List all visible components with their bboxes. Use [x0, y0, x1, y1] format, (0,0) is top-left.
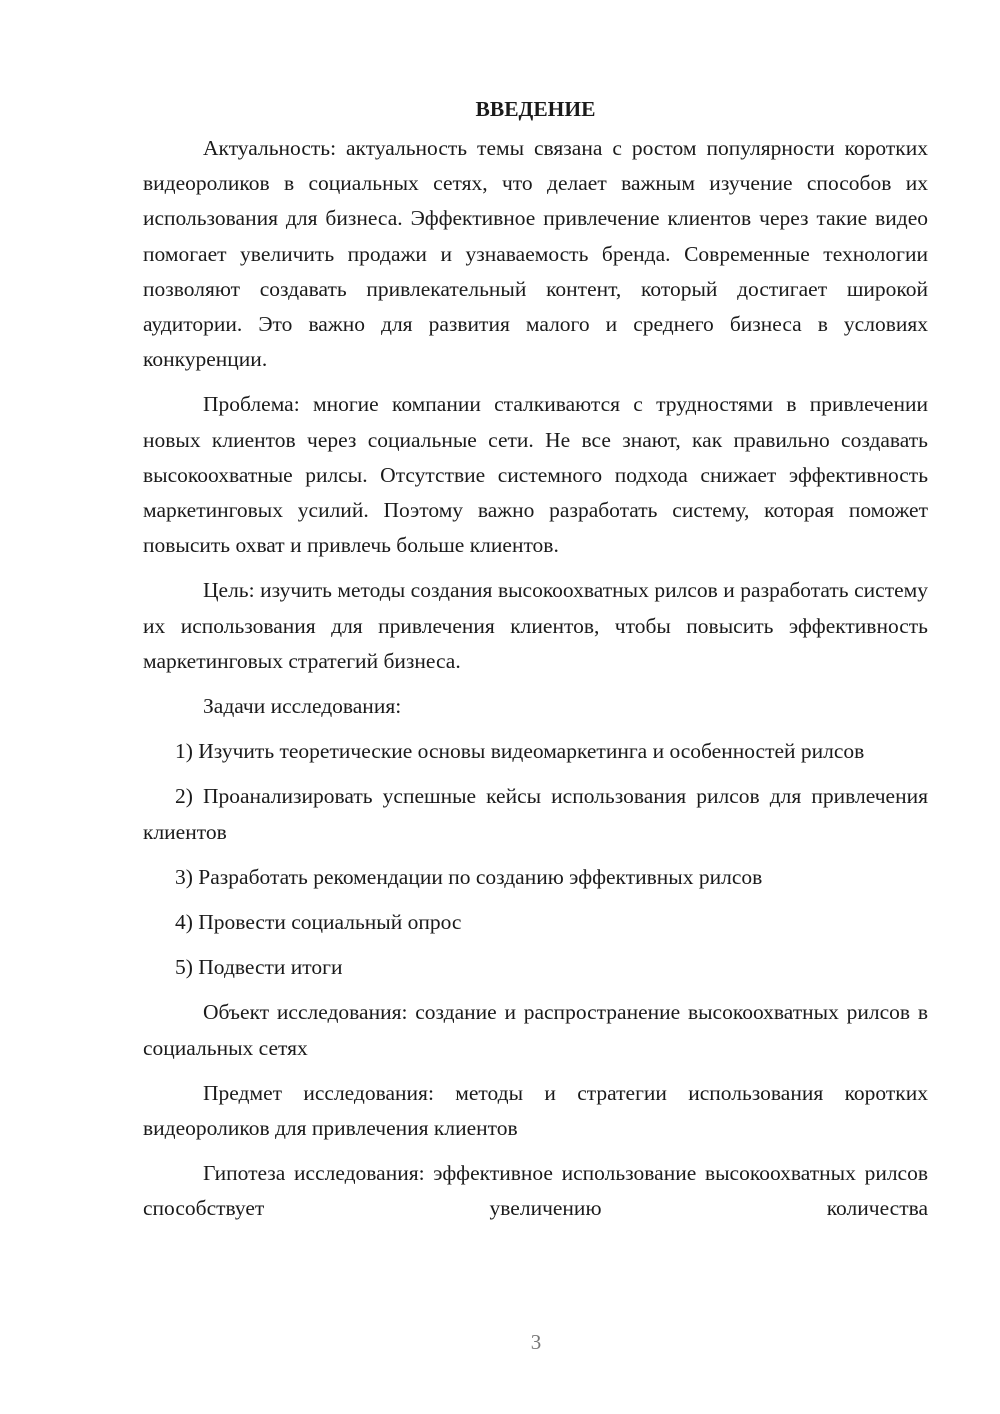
task-item-5: 5) Подвести итоги [175, 955, 343, 980]
page-number: 3 [530, 1330, 542, 1354]
task-item-3: 3) Разработать рекомендации по созданию эффективных рилсов [175, 864, 763, 889]
task-item-4: 4) Провести социальный опрос [175, 910, 462, 935]
paragraph-object: Объект исследования: создание и распространение высокоохватных рилсов в социальных сетях [143, 1000, 928, 1060]
paragraph-hypothesis: Гипотеза исследования: эффективное использование высокоохватных рилсов способствует увеличению количества [143, 1161, 928, 1221]
paragraph-goal: Цель: изучить методы создания высокоохватных рилсов и разработать систему их использования для привлечения клиентов, чтобы повысить эффективность маркетинговых стратегий бизнеса. [143, 578, 928, 673]
paragraph-tasks-title: Задачи исследования: [203, 694, 402, 719]
task-item-2: 2) Проанализировать успешные кейсы использования рилсов для привлечения клиентов [143, 784, 928, 844]
task-item-1: 1) Изучить теоретические основы видеомаркетинга и особенностей рилсов [175, 739, 865, 764]
section-heading: ВВЕДЕНИЕ [475, 97, 596, 121]
paragraph-relevance: Актуальность: актуальность темы связана с ростом популярности коротких видеороликов в социальных сетях, что делает важным изучение способов их использования для бизнеса. Эффективное привлечение клиентов через такие видео помогает увеличить продажи и узнаваемость бренда. Современные технологии позволяют создавать привлекательный контент, который достигает широкой аудитории. Это важно для развития малого и среднего бизнеса в условиях конкуренции. [143, 136, 928, 372]
paragraph-problem: Проблема: многие компании сталкиваются с трудностями в привлечении новых клиентов через социальные сети. Не все знают, как правильно создавать высокоохватные рилсы. Отсутствие системного подхода снижает эффективность маркетинговых усилий. Поэтому важно разработать систему, которая поможет повысить охват и привлечь больше клиентов. [143, 392, 928, 558]
document-page [143, 92, 928, 1237]
paragraph-subject: Предмет исследования: методы и стратегии использования коротких видеороликов для привлечения клиентов [143, 1080, 928, 1141]
